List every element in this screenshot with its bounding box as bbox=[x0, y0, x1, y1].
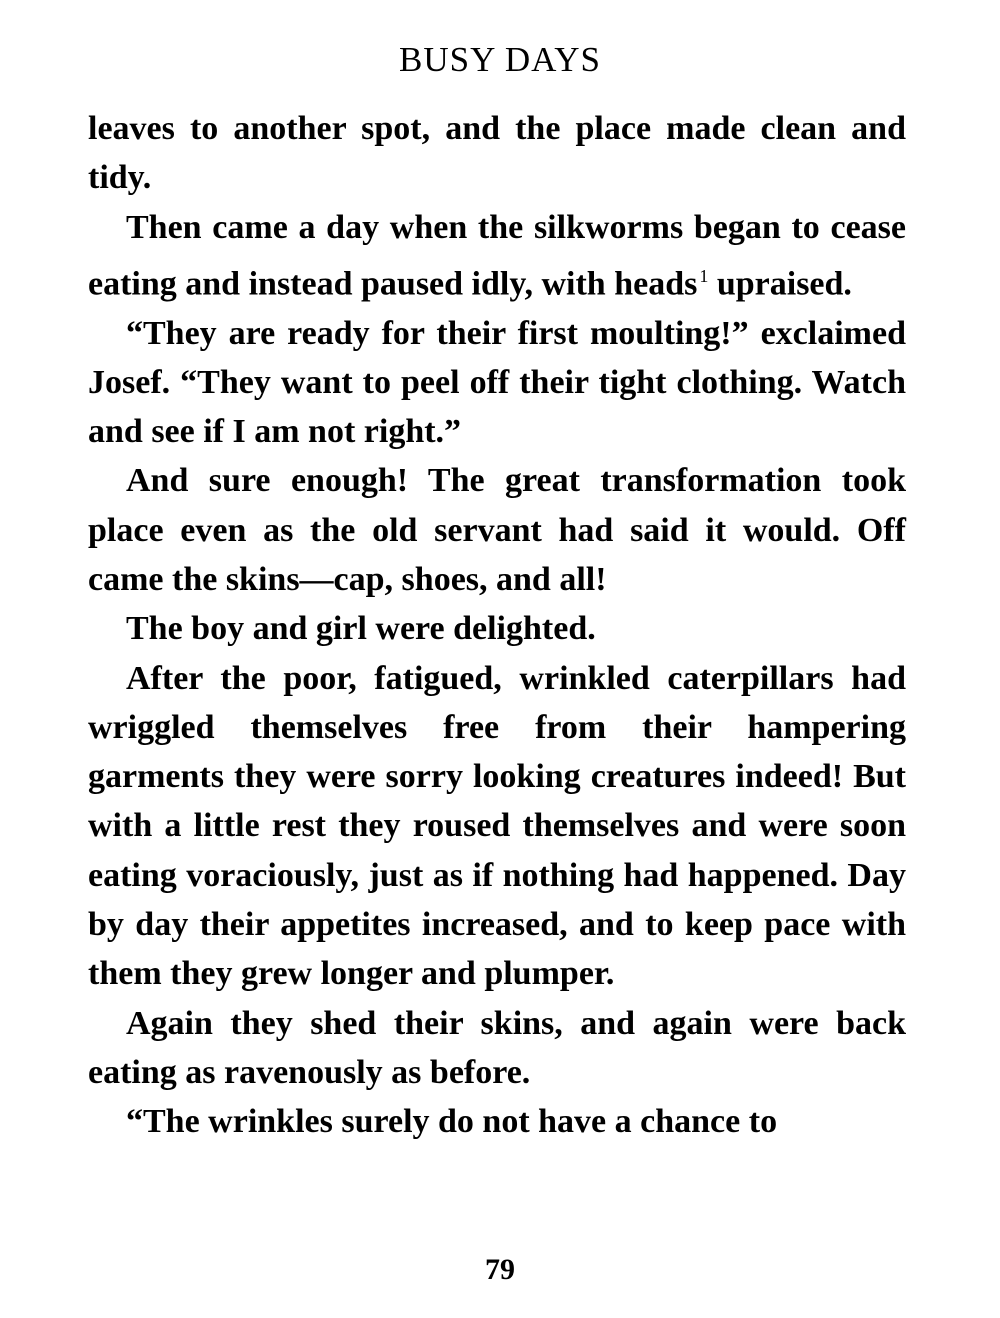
paragraph: And sure enough! The great transformation took place even as the old servant had said it would. Off came the skins—cap, shoes, and all! bbox=[88, 462, 906, 598]
paragraph: “They are ready for their first moulting!” exclaimed Josef. “They want to peel off their tight clothing. Watch and see if I am not right.” bbox=[88, 314, 906, 451]
body-text bbox=[88, 104, 906, 1147]
paragraph: After the poor, fatigued, wrinkled caterpillars had wriggled themselves free from their hampering garments they were sorry looking creatures indeed! But with a little rest they roused themselves and were soon eating voraciously, just as if nothing had happened. Day by day their appetites increased, and to keep pace with them they grew longer and plumper. bbox=[88, 659, 906, 993]
paragraph: Again they shed their skins, and again were back eating as ravenously as before. bbox=[88, 1004, 906, 1091]
paragraph: “The wrinkles surely do not have a chance to bbox=[126, 1103, 778, 1141]
footnote-mark: 1 bbox=[699, 265, 709, 286]
paragraph-text-continued: upraised. bbox=[708, 265, 852, 303]
paragraph: leaves to another spot, and the place made clean and tidy. bbox=[88, 110, 906, 197]
page-number: 79 bbox=[485, 1253, 515, 1286]
paragraph-text: Then came a day when the silkworms began to cease eating and instead paused idly, with heads bbox=[88, 208, 906, 303]
paragraph bbox=[88, 203, 906, 309]
paragraph: The boy and girl were delighted. bbox=[126, 610, 596, 648]
running-head: BUSY DAYS bbox=[399, 40, 601, 79]
